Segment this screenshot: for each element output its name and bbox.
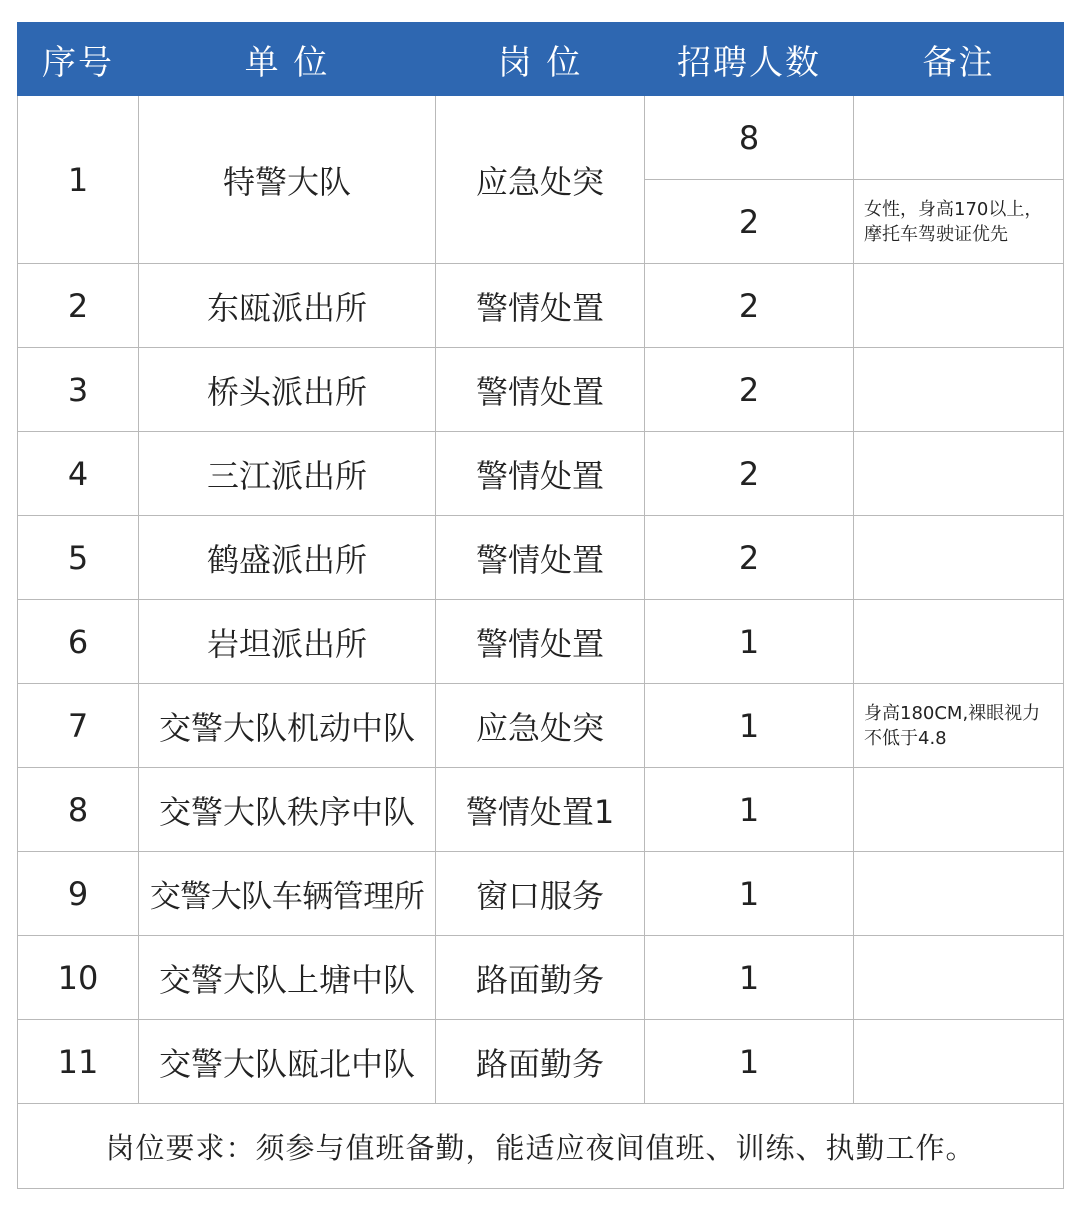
table-body — [18, 96, 1064, 1189]
cell-count: 2 — [645, 432, 854, 516]
header-unit: 单 位 — [139, 23, 436, 96]
cell-count: 2 — [645, 348, 854, 432]
cell-post: 路面勤务 — [436, 936, 645, 1020]
header-note: 备注 — [854, 23, 1064, 96]
cell-index: 8 — [18, 768, 139, 852]
cell-count: 1 — [645, 768, 854, 852]
cell-index: 6 — [18, 600, 139, 684]
cell-count: 1 — [645, 600, 854, 684]
cell-unit: 交警大队瓯北中队 — [139, 1020, 436, 1104]
cell-index: 1 — [18, 96, 139, 264]
cell-index: 4 — [18, 432, 139, 516]
cell-unit: 交警大队车辆管理所 — [139, 852, 436, 936]
cell-post: 警情处置 — [436, 516, 645, 600]
cell-post: 路面勤务 — [436, 1020, 645, 1104]
header-post: 岗 位 — [436, 23, 645, 96]
table-row — [18, 936, 1064, 1020]
cell-post: 窗口服务 — [436, 852, 645, 936]
cell-note — [854, 1020, 1064, 1104]
cell-index: 11 — [18, 1020, 139, 1104]
cell-unit: 东瓯派出所 — [139, 264, 436, 348]
cell-note — [854, 264, 1064, 348]
cell-note — [854, 852, 1064, 936]
cell-post: 警情处置 — [436, 348, 645, 432]
cell-note — [854, 600, 1064, 684]
table-row — [18, 432, 1064, 516]
cell-post: 警情处置 — [436, 264, 645, 348]
cell-note — [854, 96, 1064, 180]
cell-note — [854, 516, 1064, 600]
table-row — [18, 768, 1064, 852]
cell-index: 7 — [18, 684, 139, 768]
cell-count: 1 — [645, 1020, 854, 1104]
cell-post: 应急处突 — [436, 96, 645, 264]
cell-count: 2 — [645, 264, 854, 348]
table-row — [18, 852, 1064, 936]
cell-unit: 特警大队 — [139, 96, 436, 264]
cell-unit: 交警大队上塘中队 — [139, 936, 436, 1020]
cell-unit: 桥头派出所 — [139, 348, 436, 432]
table-row — [18, 264, 1064, 348]
cell-unit: 三江派出所 — [139, 432, 436, 516]
cell-count: 8 — [645, 96, 854, 180]
cell-count: 2 — [645, 516, 854, 600]
header-row — [18, 23, 1064, 96]
cell-note: 身高180CM,裸眼视力不低于4.8 — [854, 684, 1064, 768]
cell-index: 3 — [18, 348, 139, 432]
cell-unit: 鹤盛派出所 — [139, 516, 436, 600]
cell-note: 女性，身高170以上，摩托车驾驶证优先 — [854, 180, 1064, 264]
cell-unit: 交警大队秩序中队 — [139, 768, 436, 852]
cell-post: 警情处置 — [436, 600, 645, 684]
footer-row — [18, 1104, 1064, 1189]
header-count: 招聘人数 — [645, 23, 854, 96]
cell-count: 1 — [645, 936, 854, 1020]
cell-note — [854, 432, 1064, 516]
cell-post: 警情处置1 — [436, 768, 645, 852]
cell-note — [854, 348, 1064, 432]
cell-index: 2 — [18, 264, 139, 348]
cell-post: 警情处置 — [436, 432, 645, 516]
cell-count: 1 — [645, 852, 854, 936]
cell-index: 9 — [18, 852, 139, 936]
table-row — [18, 516, 1064, 600]
cell-index: 5 — [18, 516, 139, 600]
cell-post: 应急处突 — [436, 684, 645, 768]
cell-unit: 交警大队机动中队 — [139, 684, 436, 768]
cell-index: 10 — [18, 936, 139, 1020]
table-row — [18, 684, 1064, 768]
table-row — [18, 348, 1064, 432]
post-requirements-note: 岗位要求：须参与值班备勤，能适应夜间值班、训练、执勤工作。 — [18, 1104, 1064, 1189]
cell-note — [854, 936, 1064, 1020]
cell-note — [854, 768, 1064, 852]
table-header — [18, 23, 1064, 96]
cell-count: 2 — [645, 180, 854, 264]
recruitment-table — [17, 22, 1064, 1189]
cell-unit: 岩坦派出所 — [139, 600, 436, 684]
recruitment-table-container — [17, 22, 1063, 1189]
table-row — [18, 1020, 1064, 1104]
cell-count: 1 — [645, 684, 854, 768]
table-row — [18, 96, 1064, 180]
header-index: 序号 — [18, 23, 139, 96]
table-row — [18, 600, 1064, 684]
